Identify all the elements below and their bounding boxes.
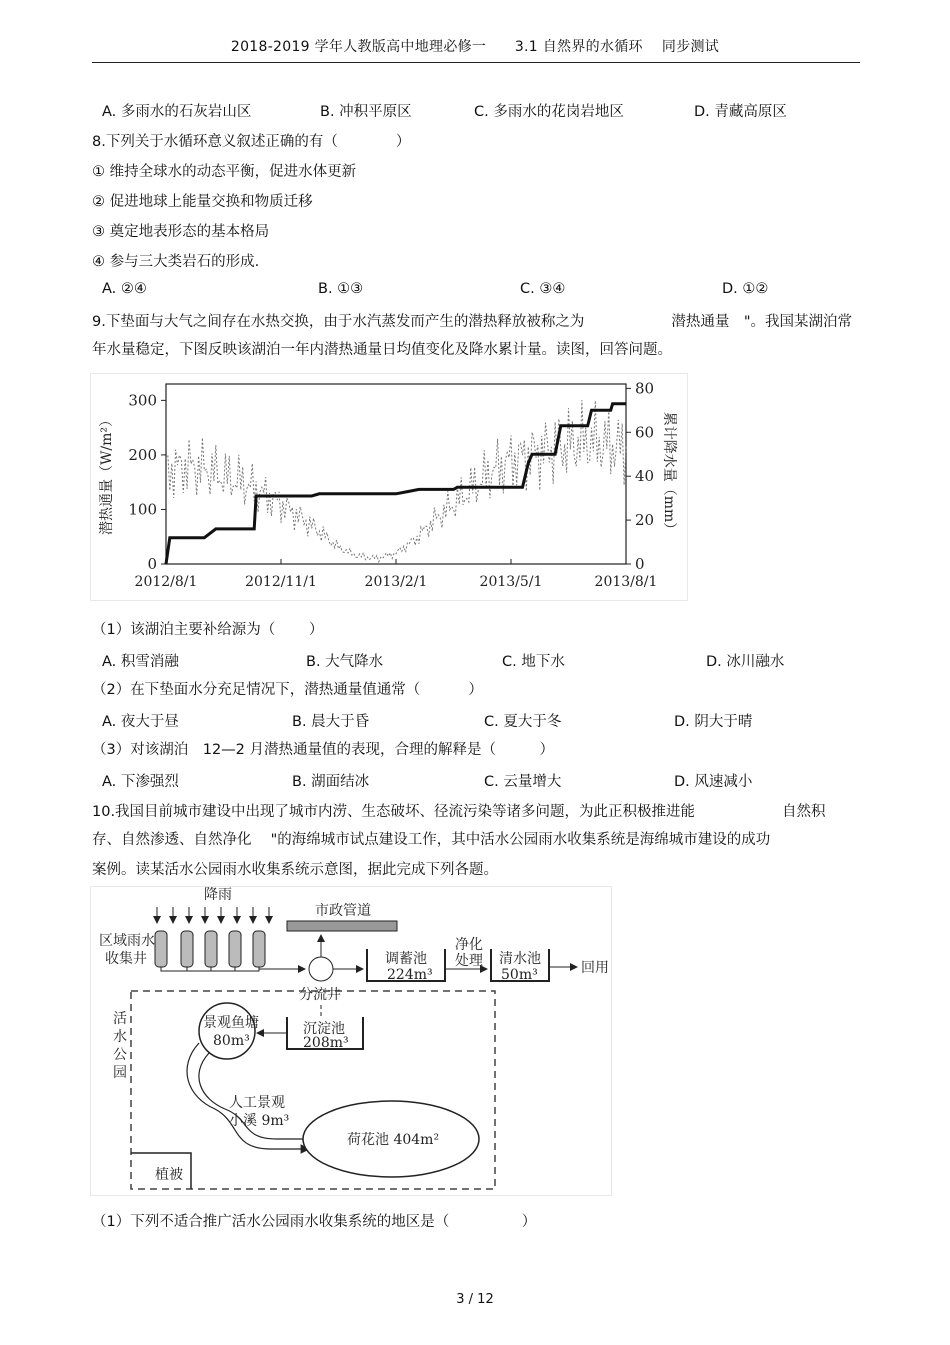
left-tick-label: 200 — [128, 445, 157, 464]
wells-label-line1: 区域雨水 — [99, 933, 155, 949]
purify-label-line1: 净化 — [455, 937, 483, 953]
park-label-1: 活 — [113, 1011, 127, 1027]
header-rule — [92, 62, 860, 63]
q9-chart-svg — [91, 374, 687, 600]
q7-option-c: C. 多雨水的花岗岩地区 — [474, 104, 624, 120]
fishpond-label-line1: 景观鱼塘 — [203, 1015, 259, 1031]
stream-label-line2: 小溪 9m³ — [229, 1113, 290, 1129]
q9-sub2-option-a: A. 夜大于昼 — [102, 714, 179, 730]
rain-arrows — [157, 907, 269, 923]
diverter-label: 分流井 — [299, 987, 341, 1003]
well-pipes — [161, 967, 259, 971]
q10-stem-line2: 存、自然渗透、自然净化 "的海绵城市试点建设工作，其中活水公园雨水收集系统是海绵城市建设的成功 — [92, 832, 771, 848]
q8-stem: 8.下列关于水循环意义叙述正确的有（ ） — [92, 134, 411, 150]
right-tick-label: 0 — [635, 555, 645, 573]
clear-label-line1: 清水池 — [499, 951, 541, 967]
latent-heat-flux-line — [166, 400, 626, 562]
right-tick-label: 40 — [635, 467, 655, 486]
q9-sub1-option-b: B. 大气降水 — [306, 654, 384, 670]
x-tick-label: 2013/2/1 — [364, 574, 428, 590]
left-tick-label: 0 — [147, 555, 157, 573]
page-header-title: 2018-2019 学年人教版高中地理必修一 3.1 自然界的水循环 同步测试 — [230, 39, 720, 55]
fish-pond — [199, 1003, 255, 1059]
x-tick-label: 2013/5/1 — [479, 574, 543, 590]
park-label-3: 公 — [113, 1047, 127, 1063]
q7-option-b: B. 冲积平原区 — [320, 104, 412, 120]
right-tick-label: 20 — [635, 511, 655, 530]
q10-sub1: （1）下列不适合推广活水公园雨水收集系统的地区是（ ） — [92, 1214, 537, 1230]
settle-label-line2: 208m³ — [303, 1035, 349, 1051]
plot-frame — [166, 384, 626, 564]
q10-stem-line1: 10.我国目前城市建设中出现了城市内涝、生态破坏、径流污染等诸多问题，为此正积极推进能 自然积 — [92, 804, 826, 820]
q8-item-1: ① 维持全球水的动态平衡，促进水体更新 — [92, 164, 357, 180]
municipal-label: 市政管道 — [315, 903, 371, 919]
q9-stem-line2: 年水量稳定，下图反映该湖泊一年内潜热通量日均值变化及降水累计量。读图，回答问题。 — [92, 342, 672, 358]
cumulative-precipitation-line — [166, 404, 626, 564]
settle-label-line1: 沉淀池 — [303, 1021, 345, 1037]
right-tick-label: 60 — [635, 423, 655, 442]
q9-sub2-option-c: C. 夏大于冬 — [484, 714, 562, 730]
q8-option-b: B. ①③ — [318, 281, 364, 297]
diverter-well — [309, 957, 333, 981]
x-tick-label: 2012/8/1 — [134, 574, 198, 590]
q9-sub2-option-b: B. 晨大于昏 — [292, 714, 370, 730]
storage-label-line2: 224m³ — [387, 967, 433, 983]
vegetation-label: 植被 — [155, 1167, 183, 1183]
lotus-label: 荷花池 404m² — [347, 1132, 440, 1148]
q9-sub2-option-d: D. 阴大于晴 — [674, 714, 753, 730]
q9-sub1-option-c: C. 地下水 — [502, 654, 565, 670]
left-tick-label: 300 — [128, 391, 157, 410]
park-label-2: 水 — [113, 1029, 127, 1045]
purify-label-line2: 处理 — [455, 953, 483, 969]
park-label-4: 园 — [113, 1065, 127, 1081]
q8-item-4: ④ 参与三大类岩石的形成. — [92, 254, 260, 270]
q9-sub1: （1）该湖泊主要补给源为（ ） — [92, 622, 324, 638]
q10-diagram — [90, 886, 612, 1196]
q9-sub3-option-d: D. 风速减小 — [674, 774, 753, 790]
right-tick-label: 80 — [635, 379, 655, 398]
q7-option-a: A. 多雨水的石灰岩山区 — [102, 104, 252, 120]
storage-label-line1: 调蓄池 — [385, 951, 427, 967]
left-axis-label: 潜热通量（W/m²） — [99, 413, 115, 535]
x-tick-label: 2013/8/1 — [594, 574, 658, 590]
q9-sub2: （2）在下垫面水分充足情况下，潜热通量值通常（ ） — [92, 682, 483, 698]
collection-wells — [155, 931, 265, 967]
right-axis-label: 累计降水量（mm） — [661, 411, 677, 537]
q8-option-c: C. ③④ — [520, 281, 566, 297]
q9-sub3-option-b: B. 湖面结冰 — [292, 774, 370, 790]
q7-option-d: D. 青藏高原区 — [694, 104, 787, 120]
q8-option-a: A. ②④ — [102, 281, 147, 297]
q9-sub1-option-a: A. 积雪消融 — [102, 654, 179, 670]
wells-label-line2: 收集井 — [105, 951, 147, 967]
q10-diagram-svg — [91, 887, 611, 1195]
q8-option-d: D. ①② — [722, 281, 769, 297]
q9-sub3-option-a: A. 下渗强烈 — [102, 774, 179, 790]
municipal-pipe-bar — [287, 921, 397, 931]
left-tick-label: 100 — [128, 500, 157, 519]
fishpond-label-line2: 80m³ — [213, 1033, 250, 1049]
rain-label: 降雨 — [204, 887, 232, 903]
x-tick-label: 2012/11/1 — [245, 574, 317, 590]
q9-chart — [90, 373, 688, 601]
clear-label-line2: 50m³ — [501, 967, 538, 983]
q9-stem-line1: 9.下垫面与大气之间存在水热交换，由于水汽蒸发而产生的潜热释放被称之为 潜热通量 "。我国某湖泊常 — [92, 314, 852, 330]
page-number: 3 / 12 — [456, 1292, 494, 1307]
q8-item-2: ② 促进地球上能量交换和物质迁移 — [92, 194, 313, 210]
q8-item-3: ③ 奠定地表形态的基本格局 — [92, 224, 270, 240]
reuse-label: 回用 — [581, 960, 609, 976]
q9-sub1-option-d: D. 冰川融水 — [706, 654, 785, 670]
q9-sub3-option-c: C. 云量增大 — [484, 774, 562, 790]
stream-label-line1: 人工景观 — [229, 1095, 285, 1111]
q9-sub3: （3）对该湖泊 12—2 月潜热通量值的表现，合理的解释是（ ） — [92, 742, 555, 758]
q10-stem-line3: 案例。读某活水公园雨水收集系统示意图，据此完成下列各题。 — [92, 862, 498, 878]
